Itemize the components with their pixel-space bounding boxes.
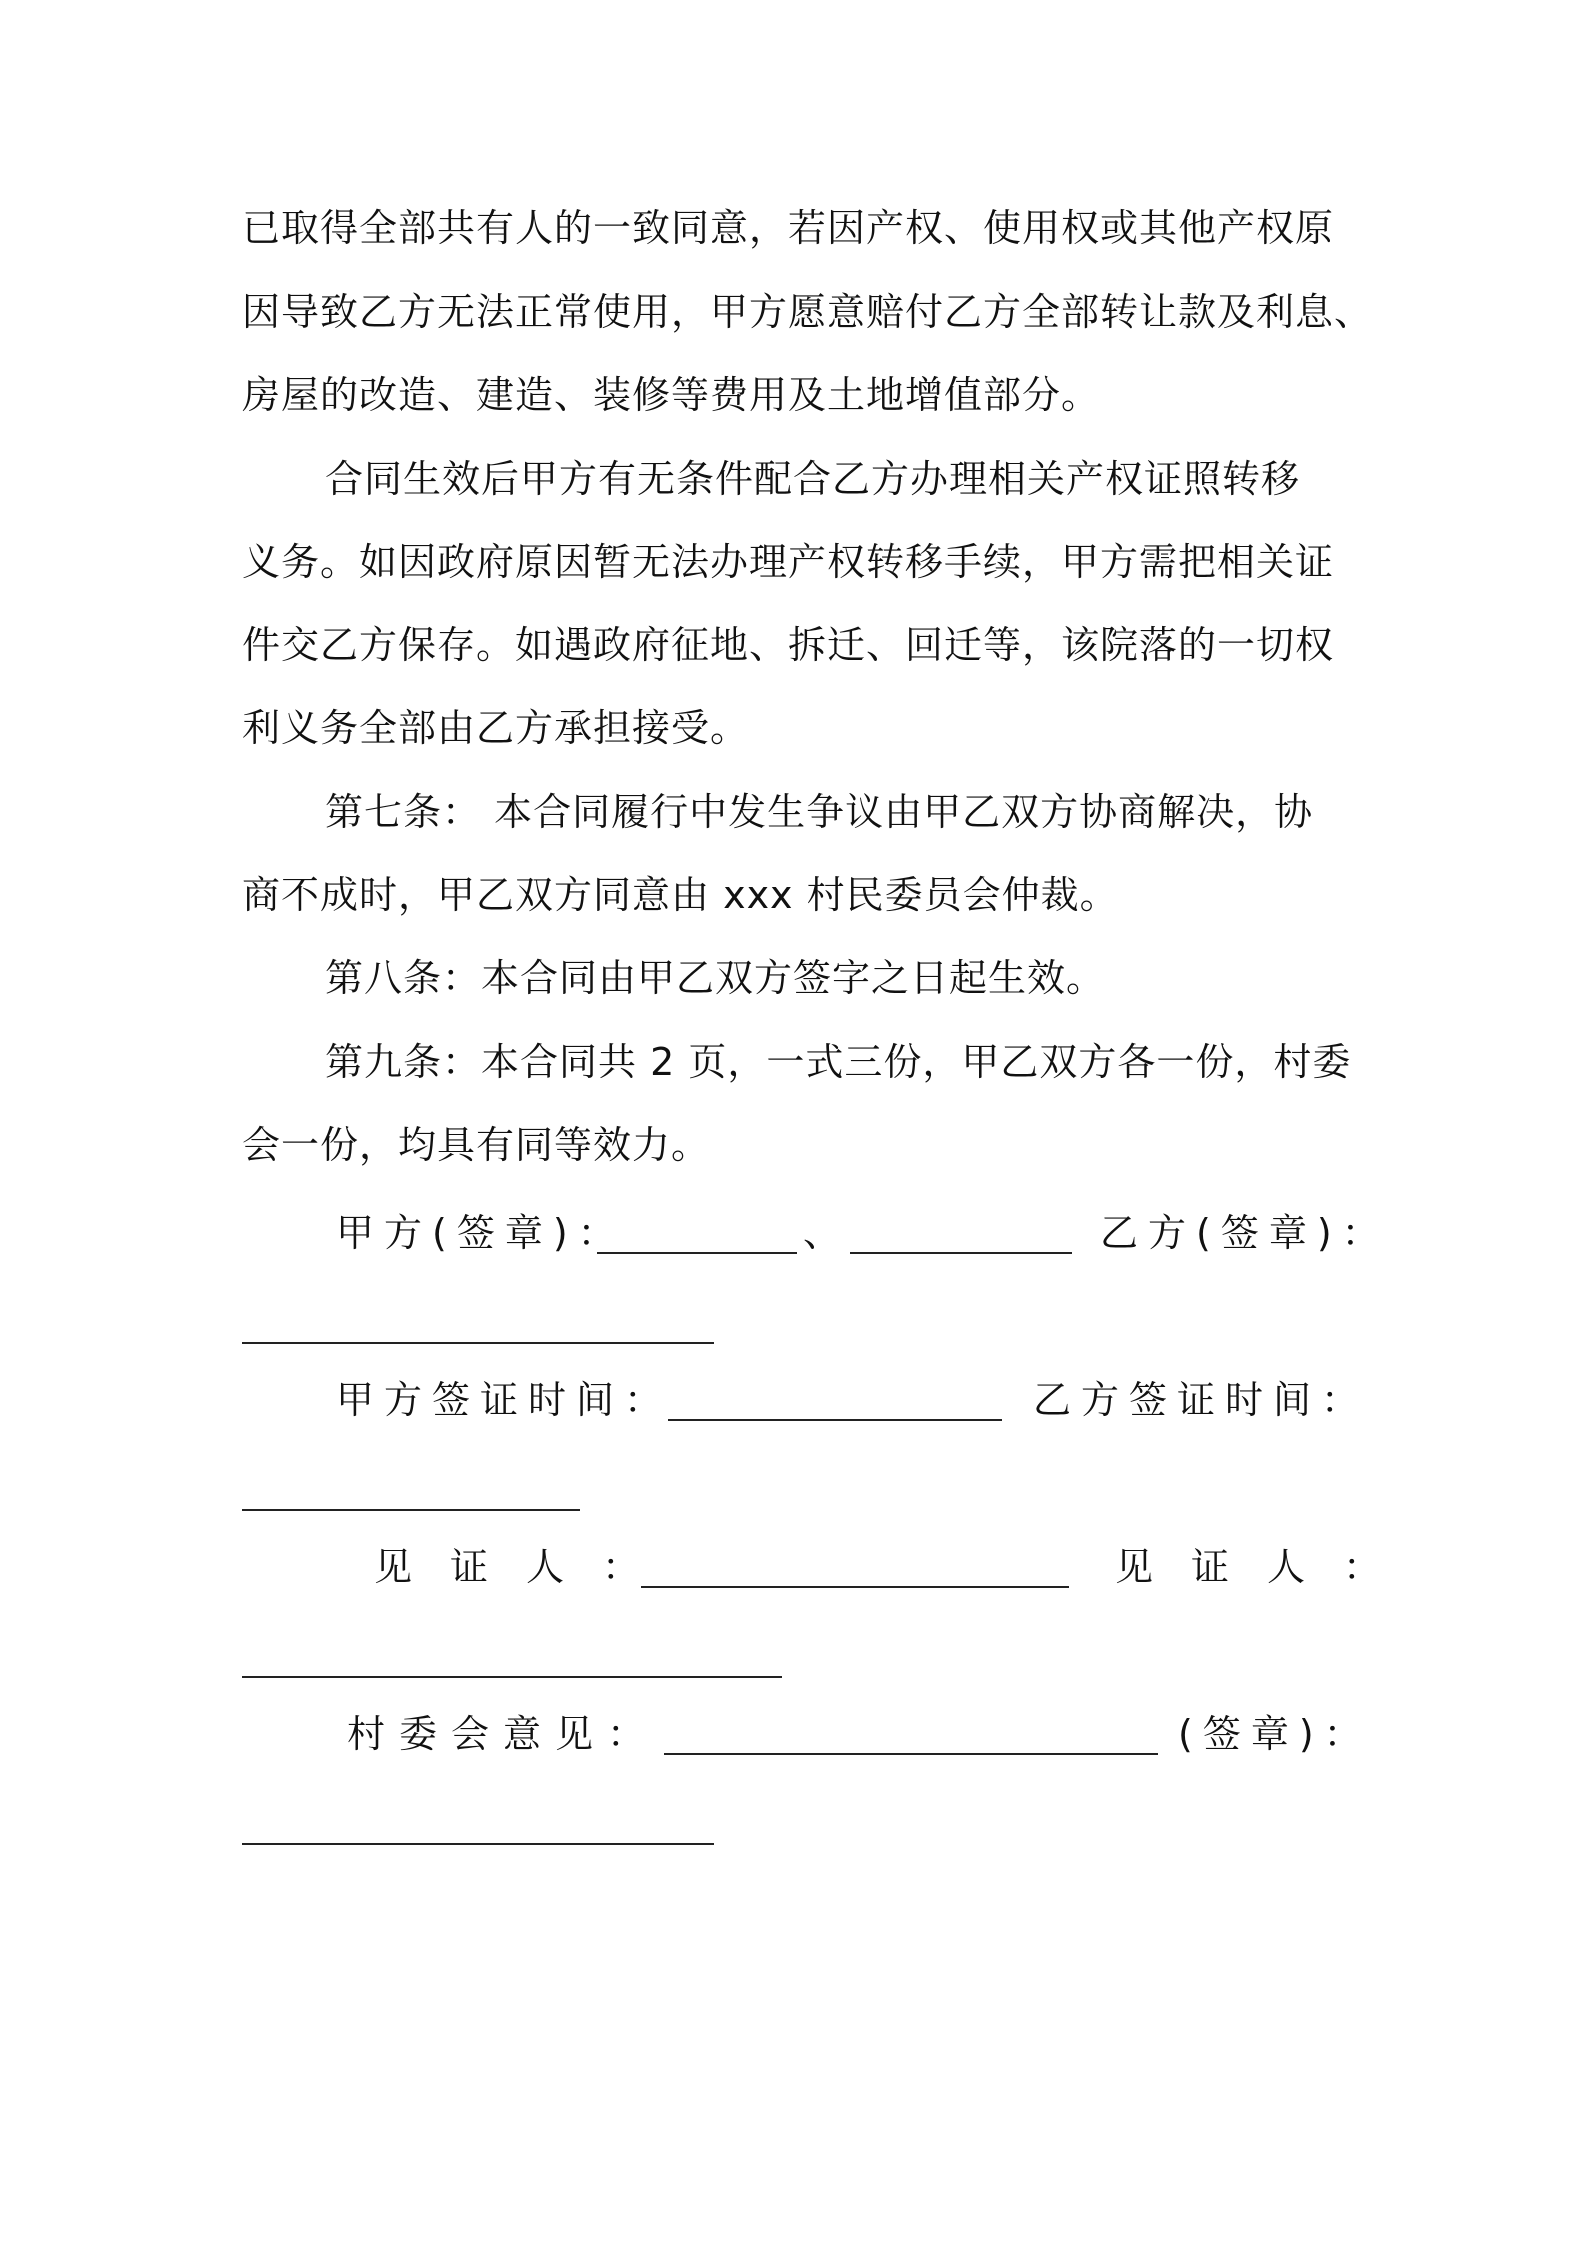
committee-opinion-label: 村委会意见：: [347, 1712, 660, 1756]
paragraph-line: 合同生效后甲方有无条件配合乙方办理相关产权证照转移: [325, 457, 1301, 501]
separator: 、: [803, 1211, 842, 1255]
paragraph-line: 件交乙方保存。如遇政府征地、拆迁、回迁等，该院落的一切权: [242, 623, 1335, 667]
party-b-time-label: 乙方签证时间：: [1033, 1378, 1370, 1422]
party-a-time-blank[interactable]: [668, 1419, 1002, 1421]
party-a-sign-label: 甲方(签章)：: [336, 1211, 626, 1255]
paragraph-line: 已取得全部共有人的一致同意，若因产权、使用权或其他产权原: [242, 206, 1335, 250]
article-9-line: 第九条：本合同共 2 页，一式三份，甲乙双方各一份，村委: [325, 1040, 1352, 1084]
witness-b-blank[interactable]: [242, 1676, 782, 1678]
witness-a-label: 见证人：: [374, 1545, 679, 1589]
article-9-line: 会一份，均具有同等效力。: [242, 1123, 711, 1167]
party-b-time-blank[interactable]: [242, 1509, 580, 1511]
committee-opinion-blank[interactable]: [664, 1753, 1158, 1755]
article-7-line: 第七条： 本合同履行中发生争议由甲乙双方协商解决，协: [325, 790, 1314, 834]
witness-a-blank[interactable]: [641, 1586, 1069, 1588]
party-b-sign-label: 乙方(签章)：: [1100, 1211, 1390, 1255]
party-a-sign-blank-2[interactable]: [850, 1252, 1072, 1254]
party-a-time-label: 甲方签证时间：: [336, 1378, 673, 1422]
article-7-line: 商不成时，甲乙双方同意由 xxx 村民委员会仲裁。: [242, 873, 1119, 917]
party-a-sign-blank[interactable]: [597, 1252, 797, 1254]
paragraph-line: 义务。如因政府原因暂无法办理产权转移手续，甲方需把相关证: [242, 540, 1335, 584]
party-b-sign-blank[interactable]: [242, 1342, 714, 1344]
article-8-line: 第八条：本合同由甲乙双方签字之日起生效。: [325, 956, 1106, 1000]
witness-b-label: 见证人：: [1115, 1545, 1420, 1589]
seal-blank[interactable]: [242, 1843, 714, 1845]
seal-label: (签章)：: [1178, 1712, 1372, 1756]
paragraph-line: 房屋的改造、建造、装修等费用及土地增值部分。: [242, 373, 1101, 417]
paragraph-line: 利义务全部由乙方承担接受。: [242, 706, 750, 750]
paragraph-line: 因导致乙方无法正常使用，甲方愿意赔付乙方全部转让款及利息、: [242, 290, 1374, 334]
